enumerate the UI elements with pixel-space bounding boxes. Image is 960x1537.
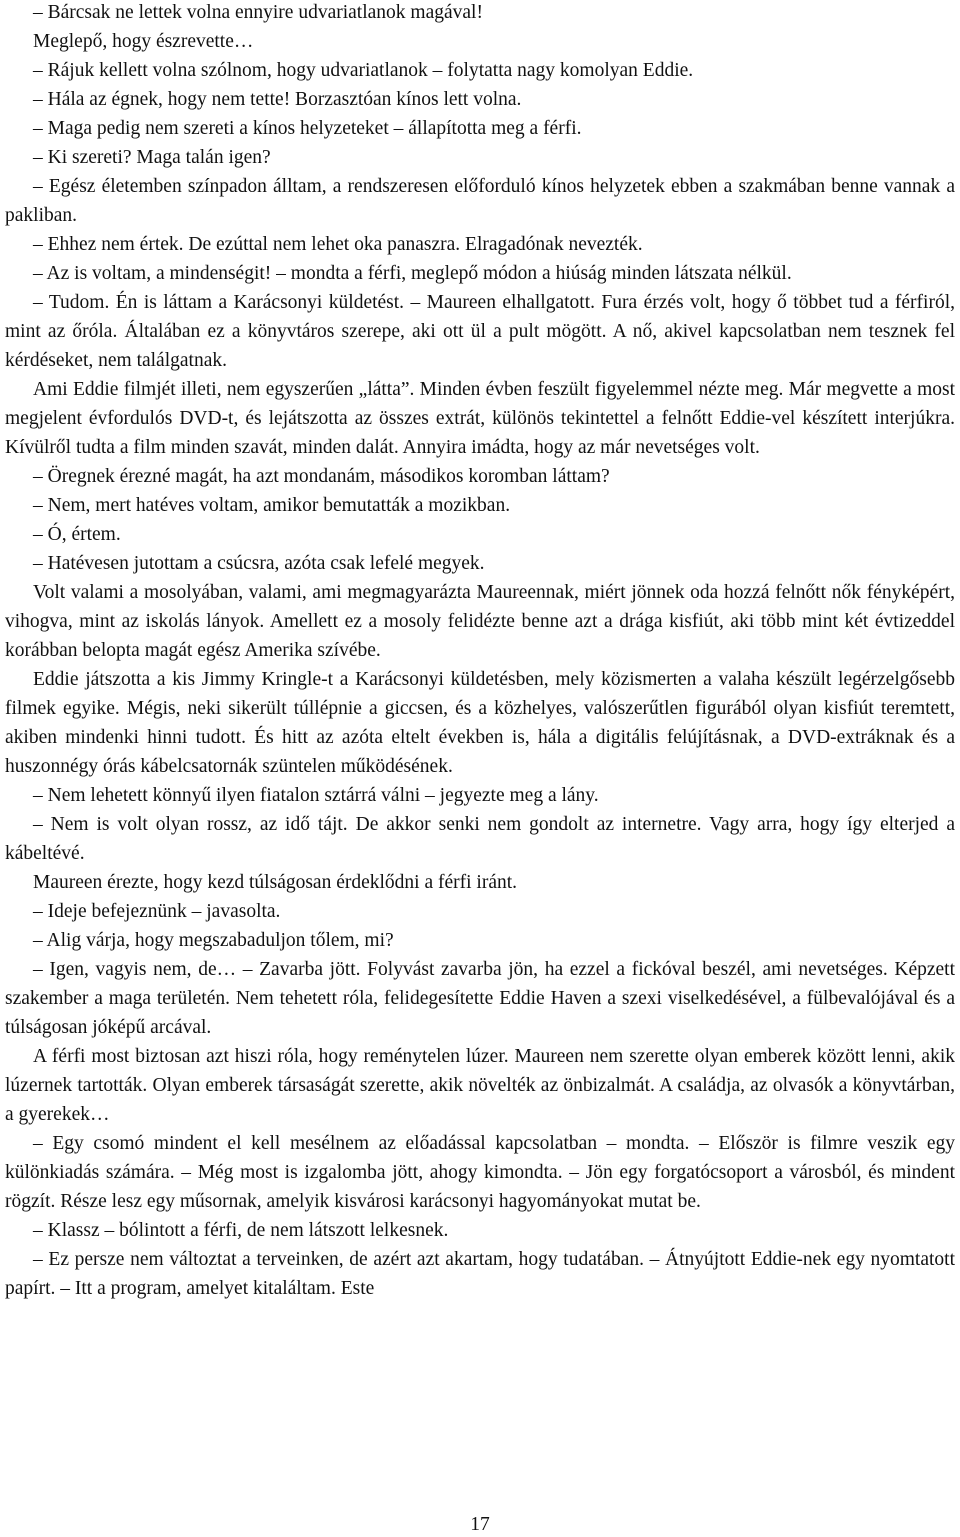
paragraph: – Ez persze nem változtat a terveinken, de azért azt akartam, hogy tudatában. – Átnyújtott Eddie-nek egy nyomtatott papírt. – Itt a program, amelyet kitaláltam. Este (5, 1249, 955, 1299)
body-text (5, 0, 955, 1303)
paragraph: – Egy csomó mindent el kell mesélnem az előadással kapcsolatban – mondta. – Először is filmre veszik egy különkiadás számára. – Még most is izgalomba jött, ahogy kimondta. – Jön egy forgatócsoport a városból, és mindent rögzít. Része lesz egy műsornak, amelyik kisvárosi karácsonyi hagyományokat mutat be. (5, 1133, 955, 1212)
paragraph: – Nem is volt olyan rossz, az idő tájt. De akkor senki nem gondolt az internetre. Vagy arra, hogy így elterjed a kábeltévé. (5, 814, 955, 864)
paragraph: A férfi most biztosan azt hiszi róla, hogy reménytelen lúzer. Maureen nem szerette olyan emberek között lenni, akik lúzernek tartották. Olyan emberek társaságát szerette, akik növelték az önbizalmát. A családja, az olvasók a könyvtárban, a gyerekek… (5, 1046, 955, 1125)
paragraph: Ami Eddie filmjét illeti, nem egyszerűen „látta”. Minden évben feszült figyelemmel nézte meg. Már megvette a most megjelent évfordulós DVD-t, és lejátszotta az összes extrát, különös tekintettel a felnőtt Eddie-vel készített interjúkra. Kívülről tudta a film minden szavát, minden dalát. Annyira imádta, hogy az már nevetséges volt. (5, 379, 955, 458)
paragraph: – Hála az égnek, hogy nem tette! Borzasztóan kínos lett volna. (33, 89, 522, 110)
paragraph: – Egész életemben színpadon álltam, a rendszeresen előforduló kínos helyzetek ebben a szakmában benne vannak a pakliban. (5, 176, 955, 226)
paragraph: – Tudom. Én is láttam a Karácsonyi küldetést. – Maureen elhallgatott. Fura érzés volt, hogy ő többet tud a férfiról, mint az őróla. Általában ez a könyvtáros szerepe, aki ott ül a pult mögött. A nő, akivel kapcsolatban nem tesznek fel kérdéseket, nem találgatnak. (5, 292, 955, 371)
paragraph: – Klassz – bólintott a férfi, de nem látszott lelkesnek. (33, 1220, 449, 1241)
paragraph: Meglepő, hogy észrevette… (33, 31, 254, 52)
paragraph: Eddie játszotta a kis Jimmy Kringle-t a Karácsonyi küldetésben, mely közismerten a valaha készült legérzelgősebb filmek egyike. Mégis, neki sikerült túllépnie a giccsen, és a közhelyes, valószerűtlen figurából olyan kisfiút teremtett, akiben mindenki hinni tudott. És hitt az azóta eltelt években is, hála a digitális felújításnak, a DVD-extráknak és a huszonnégy órás kábelcsatornák szüntelen működésének. (5, 669, 955, 777)
paragraph: – Bárcsak ne lettek volna ennyire udvariatlanok magával! (33, 2, 483, 23)
paragraph: – Az is voltam, a mindenségit! – mondta a férfi, meglepő módon a hiúság minden látszata nélkül. (33, 263, 792, 284)
paragraph: – Ki szereti? Maga talán igen? (33, 147, 271, 168)
paragraph: – Nem, mert hatéves voltam, amikor bemutatták a mozikban. (33, 495, 511, 516)
paragraph: – Igen, vagyis nem, de… – Zavarba jött. Folyvást zavarba jön, ha ezzel a fickóval beszél, ami nevetséges. Képzett szakember a maga területén. Nem tehetett róla, felidegesítette Eddie Haven a szexi viselkedésével, a fülbevalójával és a túlságosan jóképű arcával. (5, 959, 955, 1038)
paragraph: – Rájuk kellett volna szólnom, hogy udvariatlanok – folytatta nagy komolyan Eddie. (33, 60, 694, 81)
paragraph: – Ó, értem. (33, 524, 121, 545)
page-number: 17 (470, 1514, 490, 1535)
paragraph: Maureen érezte, hogy kezd túlságosan érdeklődni a férfi iránt. (33, 872, 518, 893)
paragraph: – Ehhez nem értek. De ezúttal nem lehet oka panaszra. Elragadónak nevezték. (33, 234, 643, 255)
paragraph: Volt valami a mosolyában, valami, ami megmagyarázta Maureennak, miért jönnek oda hozzá felnőtt nők fényképért, vihogva, mint az iskolás lányok. Amellett ez a mosoly felidézte benne azt a drága kisfiút, aki több mint két évtizeddel korábban belopta magát egész Amerika szívébe. (5, 582, 955, 661)
paragraph: – Maga pedig nem szereti a kínos helyzeteket – állapította meg a férfi. (33, 118, 582, 139)
paragraph: – Öregnek érezné magát, ha azt mondanám, másodikos koromban láttam? (33, 466, 610, 487)
paragraph: – Hatévesen jutottam a csúcsra, azóta csak lefelé megyek. (33, 553, 485, 574)
paragraph: – Ideje befejeznünk – javasolta. (33, 901, 281, 922)
paragraph: – Alig várja, hogy megszabaduljon tőlem, mi? (33, 930, 394, 951)
paragraph: – Nem lehetett könnyű ilyen fiatalon sztárrá válni – jegyezte meg a lány. (33, 785, 599, 806)
